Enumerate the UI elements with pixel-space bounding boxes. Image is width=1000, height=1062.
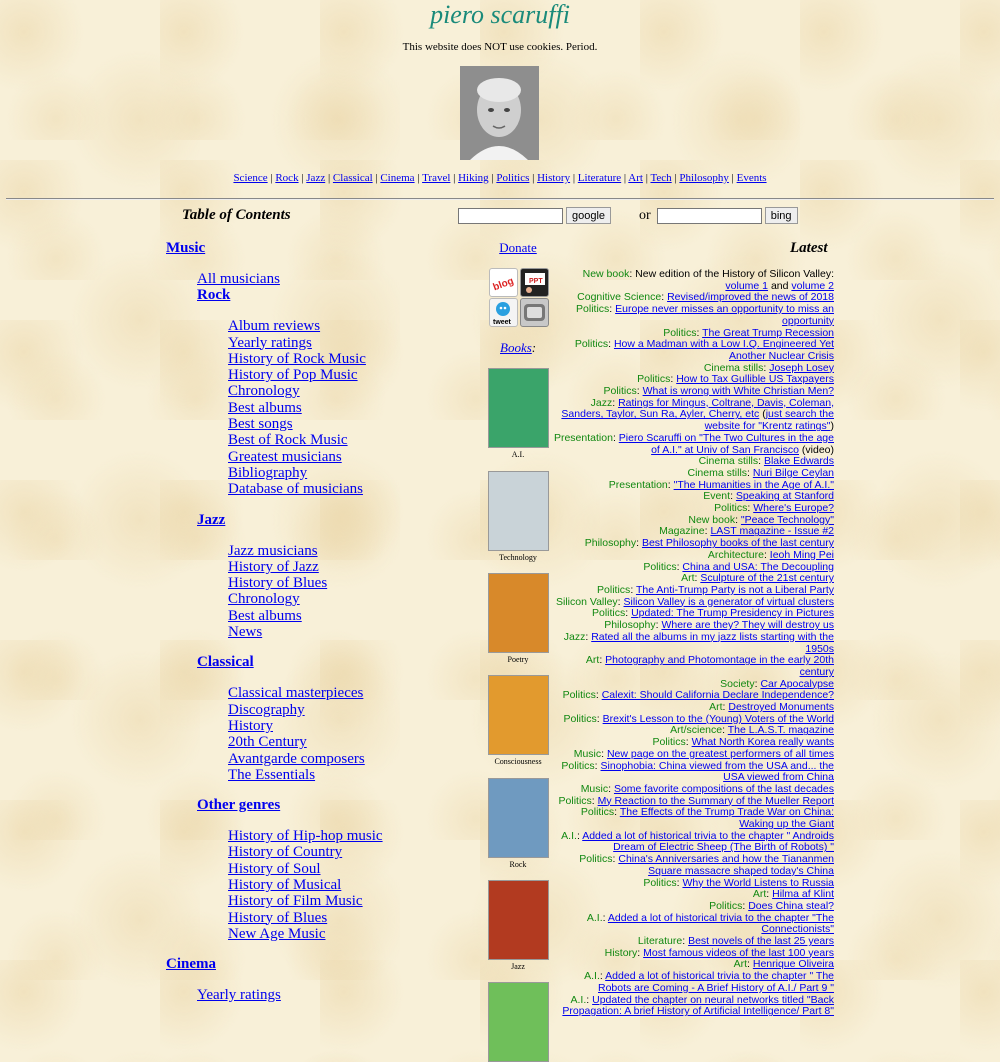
latest-category: Presentation — [553, 431, 613, 444]
latest-link[interactable]: Speaking at Stanford — [735, 490, 834, 503]
toc-jazz-item[interactable]: History of Blues — [228, 575, 328, 592]
latest-item: Politics: What North Korea really wants — [652, 736, 834, 749]
toc-classical-item[interactable]: Avantgarde composers — [228, 750, 365, 767]
toc-rock-item[interactable]: Chronology — [228, 383, 300, 400]
nav-hiking[interactable]: Hiking — [458, 172, 489, 184]
latest-link[interactable]: China and USA: The Decoupling — [682, 560, 834, 573]
svg-text:PPT: PPT — [529, 278, 543, 285]
latest-item: Presentation: "The Humanities in the Age of A.I." — [608, 478, 834, 491]
google-search-button[interactable]: google — [566, 207, 611, 224]
latest-item: Cinema stills: Blake Edwards — [698, 455, 834, 468]
latest-category: Politics — [643, 876, 677, 889]
book-cover[interactable] — [488, 778, 549, 858]
latest-item: Politics: The Effects of the Trump Trade War on China: Waking up the Giant — [580, 806, 834, 831]
toc-rock-item[interactable]: History of Pop Music — [228, 367, 358, 384]
latest-category: Politics — [562, 689, 596, 702]
cookie-notice: This website does NOT use cookies. Period. — [402, 41, 598, 53]
latest-link[interactable]: How a Madman with a Low I.Q. Engineered Yet Another Nuclear Crisis — [613, 338, 834, 362]
latest-category: Politics — [709, 899, 743, 912]
toc-other-genres-item[interactable]: History of Musical — [228, 877, 342, 894]
latest-item: Philosophy: Where are they? They will destroy us — [604, 619, 834, 632]
latest-category: Politics — [603, 385, 637, 398]
latest-category: New book — [582, 268, 630, 280]
nav-cinema[interactable]: Cinema — [380, 172, 415, 184]
toc-rock[interactable]: Rock — [197, 287, 231, 304]
latest-category: A.I. — [586, 911, 603, 924]
latest-item: Politics: China and USA: The Decoupling — [643, 560, 834, 573]
latest-link[interactable]: Best novels of the last 25 years — [688, 935, 834, 948]
latest-link[interactable]: Henrique Oliveira — [752, 958, 834, 971]
toc-other-genres[interactable]: Other genres — [197, 797, 281, 814]
toc-classical-item[interactable]: 20th Century — [228, 734, 307, 751]
divider — [6, 198, 994, 200]
latest-category: New book — [688, 513, 736, 526]
or-label: or — [639, 207, 651, 223]
latest-link[interactable]: Joseph Losey — [769, 361, 834, 374]
latest-item: Cinema stills: Nuri Bilge Ceylan — [687, 466, 834, 479]
latest-item: Art: Henrique Oliveira — [733, 958, 834, 971]
latest-link[interactable]: "The Humanities in the Age of A.I." — [673, 478, 834, 491]
latest-item: Politics: How a Madman with a Low I.Q. Engineered Yet Another Nuclear Crisis — [574, 338, 834, 362]
svg-text:tweet: tweet — [493, 319, 511, 326]
latest-item: Politics: The Great Trump Recession — [663, 326, 834, 339]
nav-rock[interactable]: Rock — [275, 172, 299, 184]
latest-item: Politics: My Reaction to the Summary of the Mueller Report — [558, 794, 834, 807]
latest-link[interactable]: The L.A.S.T. magazine — [727, 724, 834, 737]
latest-item: History: Most famous videos of the last 100 years — [604, 946, 834, 959]
latest-title: Latest — [790, 240, 828, 256]
nav-politics[interactable]: Politics — [496, 172, 530, 184]
toc-rock-item[interactable]: Best songs — [228, 416, 293, 433]
tweet-icon[interactable] — [489, 298, 518, 327]
latest-category: Literature — [637, 935, 683, 948]
latest-category: Politics — [714, 502, 748, 515]
toc-jazz-item[interactable]: Chronology — [228, 591, 300, 608]
latest-item: Philosophy: Best Philosophy books of the last century — [584, 537, 834, 550]
latest-link[interactable]: Added a lot of historical trivia to the chapter " Androids Dream of Electric Sheep (The Birth of Robots) " — [582, 829, 834, 854]
bing-search-button[interactable]: bing — [765, 207, 798, 224]
latest-link[interactable]: Updated the chapter on neural networks titled "Back Propagation: A brief History of Artificial Intelligence/ Part 8" — [562, 993, 834, 1018]
latest-category: Jazz — [590, 396, 613, 409]
toc-title: Table of Contents — [182, 207, 291, 223]
latest-link[interactable]: "Peace Technology" — [740, 513, 834, 526]
donate-link[interactable]: Donate — [499, 240, 537, 255]
latest-link[interactable]: Why the World Listens to Russia — [682, 876, 834, 889]
book-cover[interactable] — [488, 573, 549, 653]
book-caption: Consciousness — [494, 757, 542, 766]
latest-item: Art: Photography and Photomontage in the early 20th century — [585, 654, 834, 678]
nav-history[interactable]: History — [537, 172, 571, 184]
latest-link[interactable]: Hilma af Klint — [772, 888, 834, 901]
ppt-icon[interactable] — [520, 268, 549, 297]
latest-category: Politics — [563, 712, 597, 725]
latest-item: A.I.: Added a lot of historical trivia to the chapter "The Connectionists" — [586, 911, 834, 936]
latest-category: Politics — [637, 373, 671, 386]
latest-item: New book: New edition of the History of Silicon Valley: volume 1 and volume 2 — [582, 268, 834, 292]
latest-category: Architecture — [707, 548, 764, 561]
video-icon[interactable] — [520, 298, 549, 327]
main-nav: Science | Rock | Jazz | Classical | Cinema | Travel | Hiking | Politics | History | Literature | Art | Tech | Philosophy | Events — [233, 172, 767, 184]
latest-link[interactable]: How to Tax Gullible US Taxpayers — [676, 373, 834, 386]
search-bar — [458, 207, 798, 224]
latest-item: Jazz: Rated all the albums in my jazz lists starting with the 1950s — [563, 630, 834, 655]
latest-category: Cinema stills — [698, 455, 759, 468]
latest-item: Politics: Sinophobia: China viewed from the USA and... the USA viewed from China — [561, 759, 834, 784]
toc-rock-item[interactable]: Best albums — [228, 399, 302, 416]
latest-category: A.I. — [561, 829, 577, 842]
latest-item: Event: Speaking at Stanford — [703, 490, 834, 503]
latest-link[interactable]: Silicon Valley is a generator of virtual clusters — [623, 595, 834, 608]
latest-link[interactable]: Added a lot of historical trivia to the chapter "The Connectionists" — [607, 911, 834, 936]
latest-link[interactable]: Destroyed Monuments — [728, 701, 834, 714]
book-cover[interactable] — [488, 880, 549, 960]
latest-link[interactable]: Ieoh Ming Pei — [769, 548, 834, 561]
latest-text: New edition of the History of Silicon Valley: — [635, 268, 834, 280]
latest-link[interactable]: Brexit's Lesson to the (Young) Voters of the World — [602, 712, 834, 725]
toc-classical-item[interactable]: The Essentials — [228, 766, 316, 783]
latest-item: Politics: Brexit's Lesson to the (Young) Voters of the World — [563, 712, 834, 725]
latest-item: Cognitive Science: Revised/improved the news of 2018 — [577, 291, 834, 304]
toc-music[interactable]: Music — [166, 240, 206, 256]
latest-link[interactable]: Where are they? They will destroy us — [661, 619, 834, 632]
latest-category: Cinema stills — [687, 466, 748, 479]
latest-category: Politics — [663, 326, 697, 339]
latest-item: Art: Hilma af Klint — [752, 888, 834, 901]
latest-category: A.I. — [584, 970, 600, 983]
latest-category: Art — [733, 958, 748, 971]
nav-literature[interactable]: Literature — [577, 172, 622, 184]
latest-item: A.I.: Updated the chapter on neural networks titled "Back Propagation: A brief History of Artificial Intelligence/ Part 8" — [562, 993, 834, 1018]
latest-item: Music: Some favorite compositions of the last decades — [580, 782, 834, 795]
bing-search-input[interactable] — [657, 208, 762, 224]
latest-item: Cinema stills: Joseph Losey — [703, 361, 834, 374]
latest-category: Art — [681, 572, 695, 585]
toc-all-musicians[interactable]: All musicians — [197, 271, 280, 287]
latest-item: Society: Car Apocalypse — [720, 677, 834, 690]
latest-category: Event — [703, 490, 731, 503]
toc-jazz-item[interactable]: History of Jazz — [228, 558, 319, 575]
books-section: Books: — [500, 340, 537, 355]
latest-link[interactable]: China's Anniversaries and how the Tiananmen Square massacre shaped today's China — [618, 853, 834, 877]
latest-link[interactable]: Car Apocalypse — [760, 677, 834, 690]
latest-category: Silicon Valley — [556, 595, 618, 608]
book-caption: Poetry — [507, 655, 529, 664]
latest-item: A.I.: Added a lot of historical trivia to the chapter " The Robots are Coming - A Brief History of A.I./ Part 9 " — [584, 970, 834, 994]
latest-category: Politics — [576, 303, 610, 316]
book-cover[interactable] — [488, 982, 549, 1062]
latest-tail: (video) — [798, 443, 834, 456]
book-caption: Jazz — [511, 962, 525, 971]
latest-category: Philosophy — [584, 537, 637, 550]
latest-category: Politics — [579, 853, 613, 866]
toc-rock-item[interactable]: Greatest musicians — [228, 448, 342, 465]
latest-link[interactable]: Photography and Photomontage in the early 20th century — [605, 654, 834, 678]
latest-category: Politics — [643, 560, 677, 573]
toc-rock-item[interactable]: Yearly ratings — [228, 334, 312, 351]
toc-classical-item[interactable]: History — [228, 717, 273, 734]
latest-category: Politics — [574, 338, 609, 351]
toc-other-genres-item[interactable]: History of Soul — [228, 860, 321, 877]
google-search-input[interactable] — [458, 208, 563, 224]
toc-other-genres-item[interactable]: New Age Music — [228, 925, 326, 942]
toc-jazz-item[interactable]: Best albums — [228, 607, 302, 624]
latest-item: Magazine: LAST magazine - Issue #2 — [659, 525, 834, 538]
latest-category: Politics — [580, 806, 615, 819]
latest-link[interactable]: Rated all the albums in my jazz lists starting with the 1950s — [591, 630, 834, 655]
latest-category: Politics — [591, 607, 626, 620]
book-caption: Rock — [509, 860, 527, 869]
latest-item: Literature: Best novels of the last 25 years — [637, 935, 834, 948]
latest-link[interactable]: Best Philosophy books of the last century — [641, 537, 834, 550]
toc-classical[interactable]: Classical — [197, 654, 254, 671]
site-title: piero scaruffi — [430, 0, 570, 29]
latest-category: Politics — [561, 759, 595, 772]
latest-category: Politics — [597, 583, 631, 596]
latest-link[interactable]: Sculpture of the 21st century — [700, 572, 834, 585]
latest-link[interactable]: The Great Trump Recession — [702, 326, 834, 339]
toc-rock-item[interactable]: Album reviews — [228, 318, 321, 335]
book-caption: A.I. — [511, 450, 525, 459]
latest-link[interactable]: Calexit: Should California Declare Independence? — [601, 689, 834, 702]
latest-link[interactable]: Ratings for Mingus, Coltrane, Davis, Coleman, Sanders, Taylor, Sun Ra, Ayler, Cherry, etc — [561, 396, 834, 421]
svg-text:blog: blog — [491, 275, 516, 294]
latest-link[interactable]: Piero Scaruffi on "The Two Cultures in the age of A.I." at Univ of San Francisco — [618, 431, 834, 456]
latest-link[interactable]: just search the website for "Krentz ratings" — [704, 408, 834, 433]
toc-classical-item[interactable]: Discography — [228, 701, 305, 718]
latest-item: New book: "Peace Technology" — [688, 513, 834, 526]
latest-link[interactable]: What North Korea really wants — [691, 736, 834, 749]
latest-category: Jazz — [563, 630, 586, 643]
nav-science[interactable]: Science — [233, 172, 268, 184]
toc-rock-item[interactable]: Bibliography — [228, 464, 308, 481]
book-cover[interactable] — [488, 471, 549, 551]
books-link[interactable]: Books — [500, 340, 532, 355]
toc-other-genres-item[interactable]: History of Film Music — [228, 893, 363, 910]
latest-item: A.I.: Added a lot of historical trivia to the chapter " Androids Dream of Electric Sheep (The Birth of Robots) " — [561, 829, 834, 854]
latest-category: Magazine — [659, 525, 705, 538]
toc-classical-item[interactable]: Classical masterpieces — [228, 685, 364, 702]
toc-rock-item[interactable]: History of Rock Music — [228, 350, 366, 367]
latest-item: Politics: Calexit: Should California Declare Independence? — [562, 689, 834, 702]
latest-item: Architecture: Ieoh Ming Pei — [707, 548, 834, 561]
latest-link[interactable]: Some favorite compositions of the last decades — [613, 782, 834, 795]
latest-item: Politics: How to Tax Gullible US Taxpayers — [637, 373, 834, 386]
book-cover[interactable] — [488, 675, 549, 755]
latest-category: History — [604, 946, 638, 959]
latest-item: Politics: Updated: The Trump Presidency in Pictures — [591, 607, 834, 620]
latest-category: Presentation — [608, 478, 668, 491]
latest-item: Politics: Why the World Listens to Russia — [643, 876, 834, 889]
toc-jazz[interactable]: Jazz — [197, 511, 226, 528]
toc-other-genres-item[interactable]: History of Blues — [228, 909, 328, 926]
toc-rock-item[interactable]: Best of Rock Music — [228, 432, 348, 449]
latest-category: Philosophy — [604, 619, 656, 632]
latest-item: Art: Sculpture of the 21st century — [681, 572, 834, 585]
latest-item: Politics: What is wrong with White Christian Men? — [603, 385, 834, 398]
nav-art[interactable]: Art — [628, 172, 643, 184]
latest-category: Politics — [558, 794, 592, 807]
latest-category: Cognitive Science — [577, 291, 662, 304]
latest-link[interactable]: Blake Edwards — [763, 455, 834, 468]
table-of-contents — [166, 240, 456, 1004]
latest-category: Art/science — [670, 724, 723, 737]
latest-link[interactable]: Does China steal? — [748, 899, 834, 912]
blog-icon[interactable] — [489, 268, 518, 297]
nav-philosophy[interactable]: Philosophy — [679, 172, 729, 184]
latest-link[interactable]: LAST magazine - Issue #2 — [710, 525, 834, 538]
latest-item: Silicon Valley: Silicon Valley is a generator of virtual clusters — [556, 595, 834, 608]
latest-link[interactable]: Most famous videos of the last 100 years — [643, 946, 834, 959]
nav-classical[interactable]: Classical — [332, 172, 373, 184]
latest-link[interactable]: Sinophobia: China viewed from the USA and... the USA viewed from China — [600, 759, 834, 784]
latest-link[interactable]: Europe never misses an opportunity to miss an opportunity — [615, 303, 834, 327]
latest-item: Politics: Europe never misses an opportunity to miss an opportunity — [576, 303, 834, 327]
latest-link[interactable]: volume 1 — [725, 279, 769, 292]
nav-events[interactable]: Events — [736, 172, 767, 184]
latest-item: Jazz: Ratings for Mingus, Coltrane, Davis, Coleman, Sanders, Taylor, Sun Ra, Ayler, Cherry, etc (just search the website for "Krentz ratings") — [561, 396, 834, 433]
latest-category: Art — [709, 701, 723, 714]
latest-link[interactable]: Revised/improved the news of 2018 — [667, 291, 834, 304]
latest-item: Politics: Where's Europe? — [714, 502, 834, 515]
toc-jazz-item[interactable]: Jazz musicians — [228, 542, 318, 559]
latest-category: Politics — [652, 736, 686, 749]
latest-category: A.I. — [570, 993, 587, 1006]
latest-item: Politics: Does China steal? — [709, 899, 834, 912]
latest-link[interactable]: New page on the greatest performers of all times — [606, 747, 834, 760]
nav-travel[interactable]: Travel — [422, 172, 451, 184]
nav-jazz[interactable]: Jazz — [306, 172, 326, 184]
toc-rock-item[interactable]: Database of musicians — [228, 481, 363, 498]
latest-item: Art/science: The L.A.S.T. magazine — [670, 724, 834, 737]
latest-item: Politics: China's Anniversaries and how the Tiananmen Square massacre shaped today's China — [579, 853, 834, 877]
toc-cinema-item[interactable]: Yearly ratings — [197, 987, 281, 1004]
toc-cinema[interactable]: Cinema — [166, 956, 216, 973]
toc-other-genres-item[interactable]: History of Country — [228, 844, 343, 861]
author-portrait — [460, 66, 539, 160]
latest-item: Presentation: Piero Scaruffi on "The Two Cultures in the age of A.I." at Univ of San Francisco (video) — [553, 431, 834, 456]
latest-item: Politics: The Anti-Trump Party is not a Liberal Party — [597, 583, 834, 596]
book-cover[interactable] — [488, 368, 549, 448]
latest-link[interactable]: volume 2 — [791, 279, 834, 292]
latest-category: Art — [752, 888, 767, 901]
latest-category: Art — [585, 654, 600, 667]
latest-link[interactable]: Added a lot of historical trivia to the chapter " The Robots are Coming - A Brief History of A.I./ Part 9 " — [598, 970, 834, 994]
latest-item: Art: Destroyed Monuments — [709, 701, 834, 714]
latest-category: Music — [580, 782, 609, 795]
latest-link[interactable]: Updated: The Trump Presidency in Pictures — [631, 607, 834, 620]
latest-category: Society — [720, 677, 755, 690]
latest-link[interactable]: My Reaction to the Summary of the Mueller Report — [597, 794, 834, 807]
latest-category: Cinema stills — [703, 361, 764, 374]
latest-news — [553, 269, 834, 1018]
latest-link[interactable]: The Effects of the Trump Trade War on China: Waking up the Giant — [619, 806, 834, 831]
latest-category: Music — [573, 747, 602, 760]
latest-link[interactable]: The Anti-Trump Party is not a Liberal Party — [635, 583, 834, 596]
toc-jazz-item[interactable]: News — [228, 624, 263, 641]
latest-link[interactable]: Nuri Bilge Ceylan — [752, 466, 834, 479]
book-caption: Technology — [499, 553, 537, 562]
latest-link[interactable]: What is wrong with White Christian Men? — [642, 385, 834, 398]
latest-link[interactable]: Where's Europe? — [753, 502, 834, 515]
nav-tech[interactable]: Tech — [650, 172, 672, 184]
toc-other-genres-item[interactable]: History of Hip-hop music — [228, 828, 383, 845]
latest-tail: ) — [830, 420, 834, 433]
latest-item: Music: New page on the greatest performers of all times — [573, 747, 834, 760]
